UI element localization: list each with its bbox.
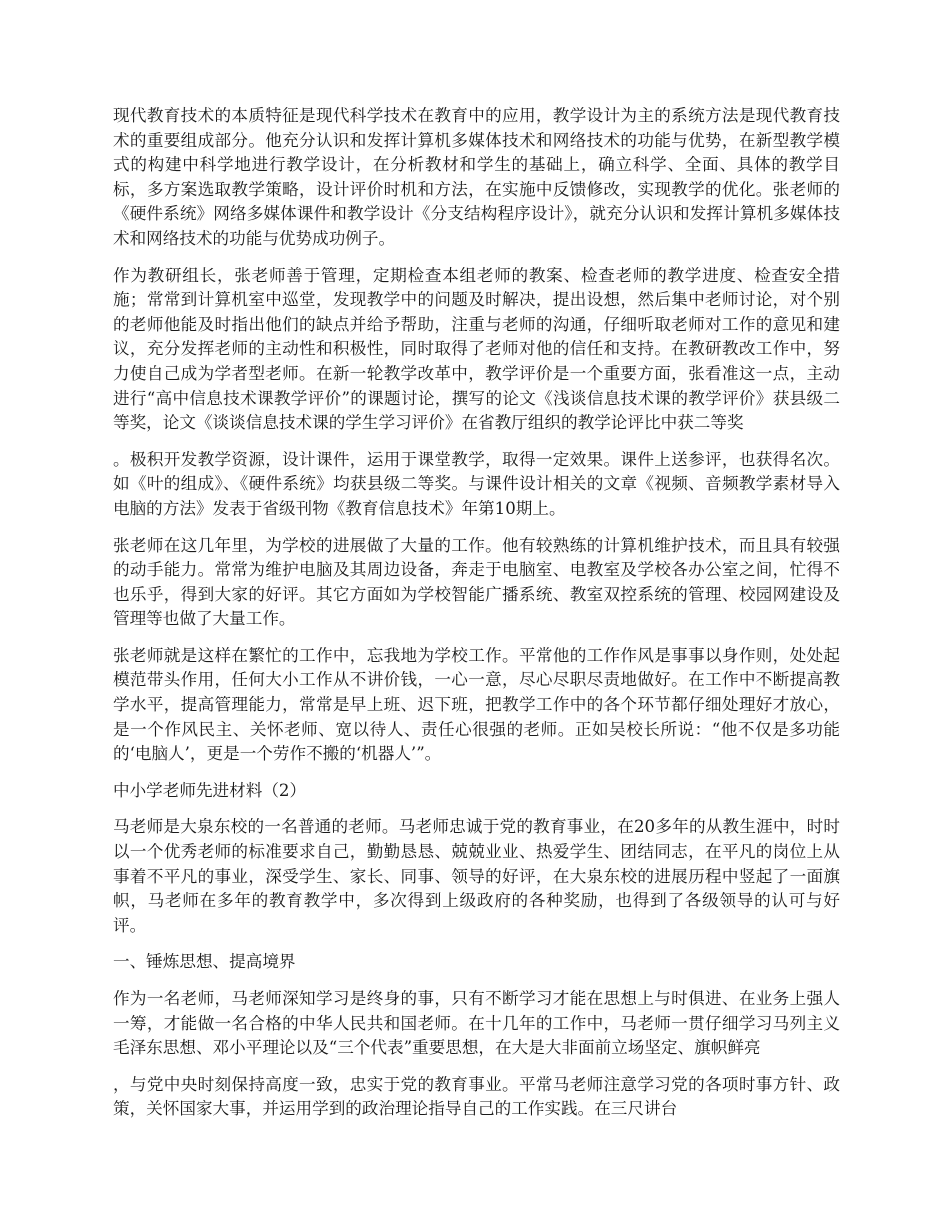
section-title-advanced-material-2: 中小学老师先进材料（2） (113, 780, 307, 800)
paragraph-modern-education-tech: 现代教育技术的本质特征是现代科学技术在教育中的应用，教学设计为主的系统方法是现代教育技术的重要组成部分。他充分认识和发挥计算机多媒体技术和网络技术的功能与优势，在新型教学模式的构建中科学地进行教学设计，在分析教材和学生的基础上，确立科学、全面、具体的教学目标，多方案选取教学策略，设计评价时机和方法，在实施中反馈修改，实现教学的优化。张老师的《硬件系统》网络多媒体课件和教学设计《分支结构程序设计》，就充分认识和发挥计算机多媒体技术和网络技术的功能与优势成功例子。 (113, 106, 840, 248)
paragraph-lifelong-learning: 作为一名老师，马老师深知学习是终身的事，只有不断学习才能在思想上与时俱进、在业务上强人一筹，才能做一名合格的中华人民共和国老师。在十几年的工作中，马老师一贯仔细学习马列主义毛泽东思想、邓小平理论以及“三个代表”重要思想，在大是大非面前立场坚定、旗帜鲜亮 (113, 989, 840, 1058)
document-page (113, 104, 840, 1134)
paragraph-research-group-leader: 作为教研组长，张老师善于管理，定期检查本组老师的教案、检查老师的教学进度、检查安全措施；常常到计算机室中巡堂，发现教学中的问题及时解决，提出设想，然后集中老师讨论，对个别的老师他能及时指出他们的缺点并给予帮助，注重与老师的沟通，仔细听取老师对工作的意见和建议，充分发挥老师的主动性和积极性，同时取得了老师对他的信任和支持。在教研教改工作中，努力使自己成为学者型老师。在新一轮教学改革中，教学评价是一个重要方面，张看准这一点，主动进行“高中信息技术课教学评价”的课题讨论，撰写的论文《浅谈信息技术课的教学评价》获县级二等奖，论文《谈谈信息技术课的学生学习评价》在省教厅组织的教学论评比中获二等奖 (113, 265, 840, 433)
paragraph-work-style: 张老师就是这样在繁忙的工作中，忘我地为学校工作。平常他的工作作风是事事以身作则，处处起模范带头作用，任何大小工作从不讲价钱，一心一意，尽心尽职尽责地做好。在工作中不断提高教学水平，提高管理能力，常常是早上班、迟下班，把教学工作中的各个环节都仔细处理好才放心，是一个作风民主、关怀老师、宽以待人、责任心很强的老师。正如吴校长所说：“他不仅是多功能的‘电脑人’，更是一个劳作不搬的‘机器人’”。 (113, 645, 840, 764)
paragraph-teaching-resources: 。极积开发教学资源，设计课件，运用于课堂教学，取得一定效果。课件上送参评，也获得名次。如《叶的组成》、《硬件系统》均获县级二等奖。与课件设计相关的文章《视频、音频教学素材导入电脑的方法》发表于省级刊物《教育信息技术》年第10期上。 (113, 449, 840, 518)
paragraph-school-development: 张老师在这几年里，为学校的进展做了大量的工作。他有较熟练的计算机维护技术，而且具有较强的动手能力。常常为维护电脑及其周边设备，奔走于电脑室、电教室及学校各办公室之间，忙得不也乐乎，得到大家的好评。其它方面如为学校智能广播系统、教室双控系统的管理、校园网建设及管理等也做了大量工作。 (113, 535, 840, 629)
paragraph-party-alignment: ，与党中央时刻保持高度一致，忠实于党的教育事业。平常马老师注意学习党的各项时事方针、政策，关怀国家大事，并运用学到的政治理论指导自己的工作实践。在三尺讲台 (113, 1074, 840, 1119)
section-heading-thought-training: 一、锤炼思想、提高境界 (113, 952, 296, 972)
paragraph-teacher-ma-intro: 马老师是大泉东校的一名普通的老师。马老师忠诚于党的教育事业，在20多年的从教生涯中，时时以一个优秀老师的标准要求自己，勤勤恳恳、兢兢业业、热爱学生、团结同志，在平凡的岗位上从事着不平凡的事业，深受学生、家长、同事、领导的好评，在大泉东校的进展历程中竖起了一面旗帜，马老师在多年的教育教学中，多次得到上级政府的各种奖励，也得到了各级领导的认可与好评。 (113, 817, 840, 935)
